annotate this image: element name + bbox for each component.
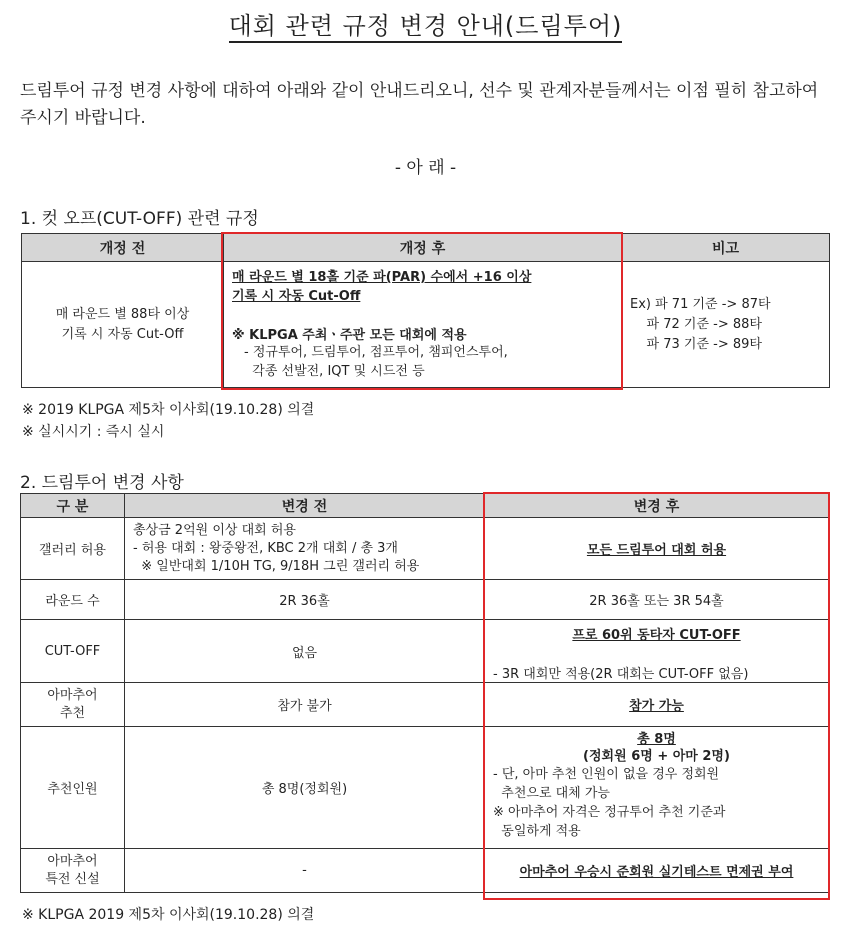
row-after-sub: - 단, 아마 추천 인원이 없을 경우 정회원 추천으로 대체 가능 ※ 아마추어 자격은 정규투어 추천 기준과 동일하게 적용 — [493, 767, 726, 839]
row-before: 참가 불가 — [125, 683, 485, 727]
header-before: 개정 전 — [22, 234, 224, 262]
rule-after-note: ※ KLPGA 주최ㆍ주관 모든 대회에 적용 — [232, 328, 467, 343]
row-before: 총 8명(정회원) — [125, 727, 485, 849]
header-remark: 비고 — [622, 234, 830, 262]
row-after: 총 8명 — [637, 732, 676, 747]
table-row — [21, 518, 829, 580]
section1-heading: 1. 컷 오프(CUT-OFF) 관련 규정 — [20, 209, 259, 229]
row-before: 2R 36홀 — [125, 580, 485, 620]
row-after-sub: - 3R 대회만 적용(2R 대회는 CUT-OFF 없음) — [493, 667, 749, 682]
section2-note: ※ KLPGA 2019 제5차 이사회(19.10.28) 의결 — [22, 907, 315, 923]
rule-before: 매 라운드 별 88타 이상 기록 시 자동 Cut-Off — [22, 262, 224, 388]
row-after: 아마추어 우승시 준회원 실기테스트 면제권 부여 — [485, 849, 829, 893]
table-row — [21, 849, 829, 893]
header-category: 구 분 — [21, 494, 125, 518]
table-row — [21, 727, 829, 849]
row-before: 총상금 2억원 이상 대회 허용 - 허용 대회 : 왕중왕전, KBC 2개 대회 / 총 3개 ※ 일반대회 1/10H TG, 9/18H 그린 갤러리 허용 — [125, 518, 485, 580]
row-category: CUT-OFF — [21, 620, 125, 683]
row-after-cell — [485, 727, 829, 849]
intro-text: 드림투어 규정 변경 사항에 대하여 아래와 같이 안내드리오니, 선수 및 관계자분들께서는 이점 필히 참고하여 주시기 바랍니다. — [20, 81, 819, 128]
row-after-bold: (정회원 6명 + 아마 2명) — [583, 749, 730, 764]
cutoff-table — [21, 233, 830, 388]
table-row — [21, 620, 829, 683]
row-after: 2R 36홀 또는 3R 54홀 — [485, 580, 829, 620]
row-category: 갤러리 허용 — [21, 518, 125, 580]
rule-after-list: - 정규투어, 드림투어, 점프투어, 챔피언스투어, 각종 선발전, IQT 및 시드전 등 — [244, 345, 508, 379]
row-category: 라운드 수 — [21, 580, 125, 620]
page-title: 대회 관련 규정 변경 안내(드림투어) — [0, 6, 851, 41]
row-after: 참가 가능 — [485, 683, 829, 727]
row-category: 아마추어 특전 신설 — [21, 849, 125, 893]
row-after: 모든 드림투어 대회 허용 — [485, 518, 829, 580]
row-category: 추천인원 — [21, 727, 125, 849]
row-after-cell — [485, 620, 829, 683]
rule-after-cell — [224, 262, 622, 388]
rule-remark: Ex) 파 71 기준 -> 87타 파 72 기준 -> 88타 파 73 기준 -> 89타 — [622, 262, 830, 388]
header-after: 변경 후 — [485, 494, 829, 518]
section1-note-2: ※ 실시시기 : 즉시 실시 — [22, 424, 165, 440]
row-after: 프로 60위 동타자 CUT-OFF — [572, 628, 741, 643]
header-before: 변경 전 — [125, 494, 485, 518]
row-category: 아마추어 추천 — [21, 683, 125, 727]
table-row — [21, 683, 829, 727]
rule-after-main: 매 라운드 별 18홀 기준 파(PAR) 수에서 +16 이상 기록 시 자동 Cut-Off — [232, 270, 532, 304]
row-before: 없음 — [125, 620, 485, 683]
arae-label: - 아 래 - — [394, 158, 457, 178]
section1-note-1: ※ 2019 KLPGA 제5차 이사회(19.10.28) 의결 — [22, 402, 315, 418]
section2-heading: 2. 드림투어 변경 사항 — [20, 473, 184, 493]
header-after: 개정 후 — [224, 234, 622, 262]
row-before: - — [125, 849, 485, 893]
table-row — [21, 580, 829, 620]
dreamtour-table — [20, 493, 829, 893]
